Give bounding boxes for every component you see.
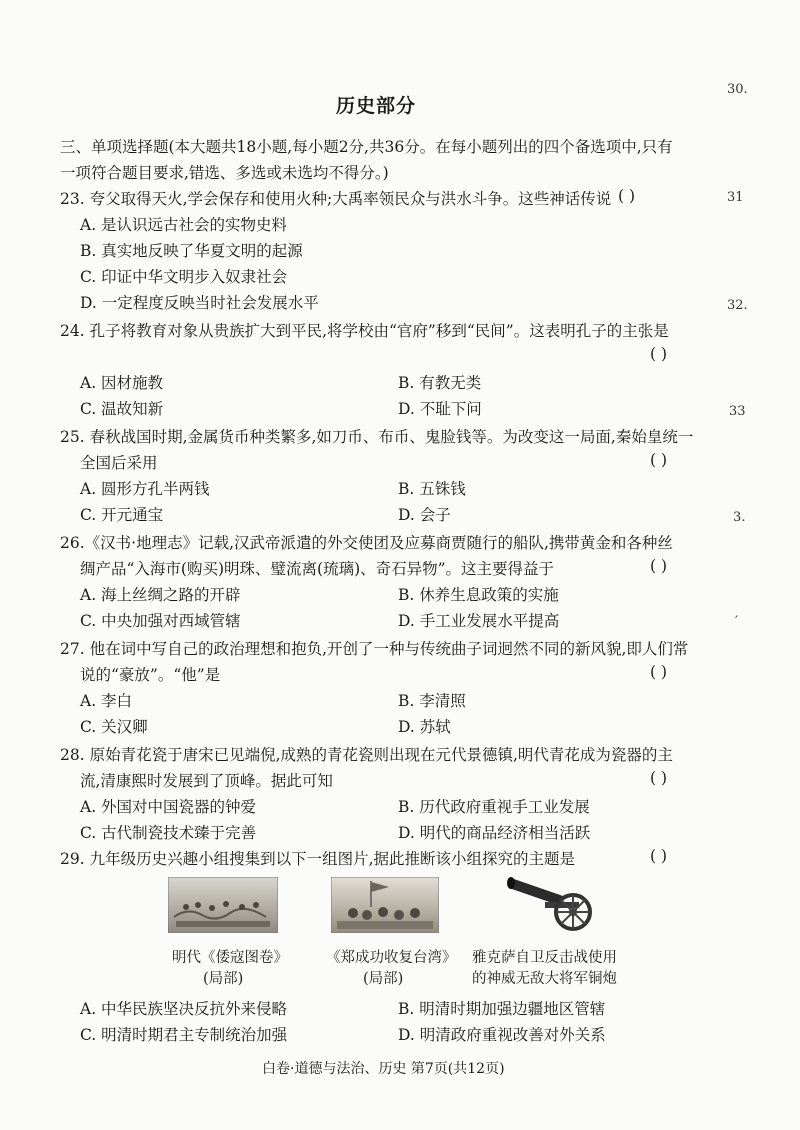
option: D. 不耻下问: [398, 400, 482, 418]
question-27-stem: 27. 他在词中写自己的政治理想和抱负,开创了一种与传统曲子词迥然不同的新风貌,即人们常: [60, 640, 689, 658]
answer-bracket: ( ): [650, 769, 668, 787]
option: A. 外国对中国瓷器的钟爱: [80, 798, 257, 816]
picture-caption: (局部): [363, 971, 404, 987]
option: C. 印证中华文明步入奴隶社会: [80, 268, 288, 286]
option: D. 一定程度反映当时社会发展水平: [80, 294, 319, 312]
wokou-scroll-image: [168, 877, 278, 933]
margin-number: 33: [729, 404, 746, 419]
option: C. 中央加强对西域管辖: [80, 612, 241, 630]
answer-bracket: ( ): [650, 451, 668, 469]
margin-number: 3․: [733, 510, 746, 525]
margin-number: 30.: [727, 82, 748, 97]
option: D. 会子: [398, 506, 451, 524]
margin-number: 31: [727, 190, 744, 205]
question-27-stem-cont: 说的“豪放”。“他”是: [80, 666, 221, 684]
option: C. 温故知新: [80, 400, 164, 418]
option: B. 李清照: [398, 692, 466, 710]
question-28-stem: 28. 原始青花瓷于唐宋已见端倪,成熟的青花瓷则出现在元代景德镇,明代青花成为瓷器的主: [60, 746, 673, 764]
picture-caption: 的神威无敌大将军铜炮: [472, 971, 617, 987]
option: D. 明清政府重视改善对外关系: [398, 1026, 606, 1044]
question-26-stem: 26.《汉书·地理志》记载,汉武帝派遣的外交使团及应募商贾随行的船队,携带黄金和各种丝: [60, 534, 673, 552]
zheng-chenggong-painting-image: [331, 877, 439, 933]
option: A. 是认识远古社会的实物史料: [80, 216, 288, 234]
option: B. 休养生息政策的实施: [398, 586, 559, 604]
option: B. 明清时期加强边疆地区管辖: [398, 1000, 606, 1018]
option: B. 有教无类: [398, 374, 482, 392]
option: A. 海上丝绸之路的开辟: [80, 586, 241, 604]
option: D. 苏轼: [398, 718, 451, 736]
option: D. 明代的商品经济相当活跃: [398, 824, 591, 842]
option: C. 明清时期君主专制统治加强: [80, 1026, 288, 1044]
section-instructions: 三、单项选择题(本大题共18小题,每小题2分,共36分。在每小题列出的四个备选项中,只有: [60, 138, 673, 156]
option: B. 历代政府重视手工业发展: [398, 798, 590, 816]
question-23-stem: 23. 夸父取得天火,学会保存和使用火种;大禹率领民众与洪水斗争。这些神话传说: [60, 190, 612, 208]
question-25-stem-cont: 全国后采用: [80, 454, 158, 472]
question-24-stem: 24. 孔子将教育对象从贵族扩大到平民,将学校由“官府”移到“民间”。这表明孔子的主张是: [60, 322, 669, 340]
option: C. 古代制瓷技术臻于完善: [80, 824, 257, 842]
option: D. 手工业发展水平提高: [398, 612, 560, 630]
margin-number: ′: [735, 614, 738, 629]
cannon-image: [505, 866, 597, 932]
picture-caption: (局部): [203, 971, 244, 987]
page-footer: 白卷·道德与法治、历史 第7页(共12页): [262, 1061, 505, 1077]
answer-bracket: ( ): [650, 557, 668, 575]
option: B. 五铢钱: [398, 480, 466, 498]
option: A. 因材施教: [80, 374, 164, 392]
cannon-drawing: [505, 866, 597, 932]
option: A. 圆形方孔半两钱: [80, 480, 210, 498]
page-title: 历史部分: [336, 95, 417, 117]
picture-caption: 明代《倭寇图卷》: [172, 950, 288, 966]
question-25-stem: 25. 春秋战国时期,金属货币种类繁多,如刀币、布币、鬼脸钱等。为改变这一局面,秦始皇统一: [60, 428, 694, 446]
question-29-stem: 29. 九年级历史兴趣小组搜集到以下一组图片,据此推断该小组探究的主题是: [60, 850, 576, 868]
option: B. 真实地反映了华夏文明的起源: [80, 242, 303, 260]
option: C. 关汉卿: [80, 718, 148, 736]
picture-caption: 《郑成功收复台湾》: [326, 950, 457, 966]
answer-bracket: ( ): [618, 187, 636, 205]
answer-bracket: ( ): [650, 663, 668, 681]
option: A. 李白: [80, 692, 133, 710]
margin-number: 32.: [727, 298, 748, 313]
option: C. 开元通宝: [80, 506, 164, 524]
option: A. 中华民族坚决反抗外来侵略: [80, 1000, 288, 1018]
section-instructions: 一项符合题目要求,错选、多选或未选均不得分。): [60, 164, 389, 182]
question-26-stem-cont: 绸产品“入海市(购买)明珠、璧流离(琉璃)、奇石异物”。这主要得益于: [80, 560, 555, 578]
question-28-stem-cont: 流,清康熙时发展到了顶峰。据此可知: [80, 772, 333, 790]
zheng-chenggong-drawing: [331, 877, 439, 933]
picture-caption: 雅克萨自卫反击战使用: [472, 950, 617, 966]
wokou-scroll-drawing: [168, 877, 278, 933]
answer-bracket: ( ): [650, 847, 668, 865]
answer-bracket: ( ): [650, 345, 668, 363]
